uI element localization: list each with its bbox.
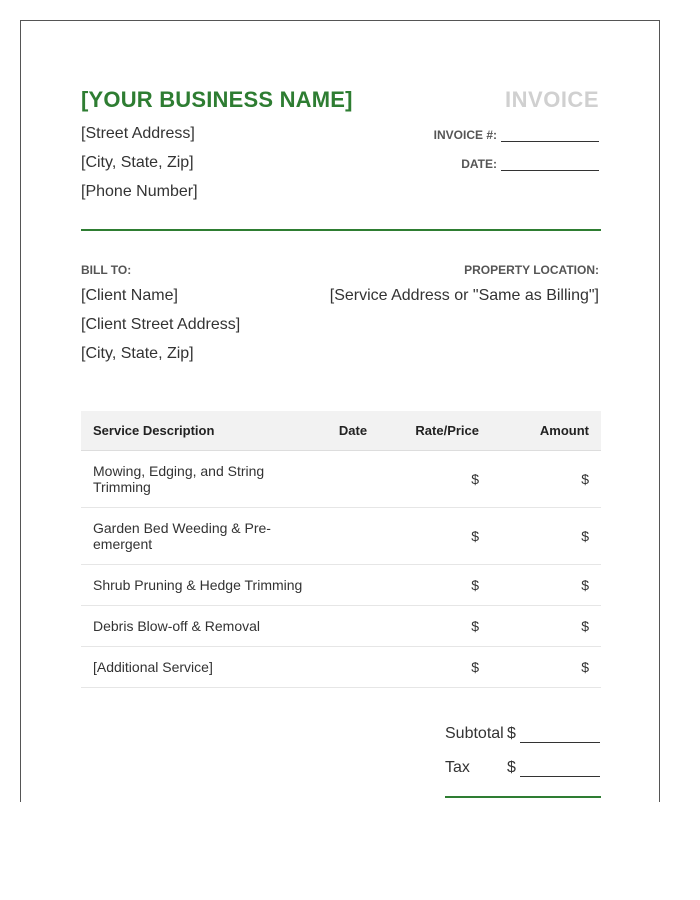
service-amount: $ (491, 565, 601, 606)
header-amount: Amount (491, 411, 601, 451)
date-field[interactable] (501, 156, 599, 171)
client-city-state-zip: [City, State, Zip] (81, 345, 194, 362)
service-rate: $ (387, 565, 491, 606)
service-date (319, 647, 387, 688)
table-row (81, 647, 601, 688)
table-row (81, 451, 601, 508)
table-row (81, 565, 601, 606)
table-header-row (81, 411, 601, 451)
date-row (461, 156, 599, 171)
service-description: Garden Bed Weeding & Pre-emergent (81, 508, 319, 565)
invoice-number-row (434, 127, 599, 142)
services-table (81, 411, 601, 688)
city-state-zip: [City, State, Zip] (81, 154, 194, 171)
service-amount: $ (491, 508, 601, 565)
property-location-label: PROPERTY LOCATION: (464, 263, 599, 277)
service-date (319, 508, 387, 565)
bill-to-label: BILL TO: (81, 263, 132, 277)
service-description: [Additional Service] (81, 647, 319, 688)
subtotal-row (445, 725, 600, 743)
service-description: Mowing, Edging, and String Trimming (81, 451, 319, 508)
tax-row (445, 759, 600, 777)
service-description: Debris Blow-off & Removal (81, 606, 319, 647)
subtotal-field[interactable] (520, 726, 600, 743)
invoice-number-field[interactable] (501, 127, 599, 142)
business-name: [YOUR BUSINESS NAME] (81, 87, 353, 112)
date-label: DATE: (461, 157, 497, 171)
phone-number: [Phone Number] (81, 183, 198, 200)
service-rate: $ (387, 647, 491, 688)
subtotal-currency: $ (507, 725, 516, 742)
tax-field[interactable] (520, 760, 600, 777)
tax-label: Tax (445, 759, 470, 776)
subtotal-label: Subtotal (445, 725, 504, 742)
client-name: [Client Name] (81, 287, 178, 304)
service-rate: $ (387, 508, 491, 565)
service-date (319, 451, 387, 508)
header-rate-price: Rate/Price (387, 411, 491, 451)
service-amount: $ (491, 647, 601, 688)
service-amount: $ (491, 451, 601, 508)
tax-currency: $ (507, 759, 516, 776)
header-date: Date (319, 411, 387, 451)
header-divider (81, 229, 601, 231)
service-date (319, 606, 387, 647)
street-address: [Street Address] (81, 125, 195, 142)
totals-divider (445, 796, 601, 798)
service-rate: $ (387, 451, 491, 508)
invoice-page (20, 20, 660, 802)
table-row (81, 508, 601, 565)
service-date (319, 565, 387, 606)
client-street-address: [Client Street Address] (81, 316, 241, 333)
property-location-value: [Service Address or "Same as Billing"] (329, 287, 599, 304)
service-description: Shrub Pruning & Hedge Trimming (81, 565, 319, 606)
document-title: INVOICE (505, 87, 599, 112)
header-service-description: Service Description (81, 411, 319, 451)
invoice-number-label: INVOICE #: (433, 128, 497, 142)
service-rate: $ (387, 606, 491, 647)
service-amount: $ (491, 606, 601, 647)
table-row (81, 606, 601, 647)
